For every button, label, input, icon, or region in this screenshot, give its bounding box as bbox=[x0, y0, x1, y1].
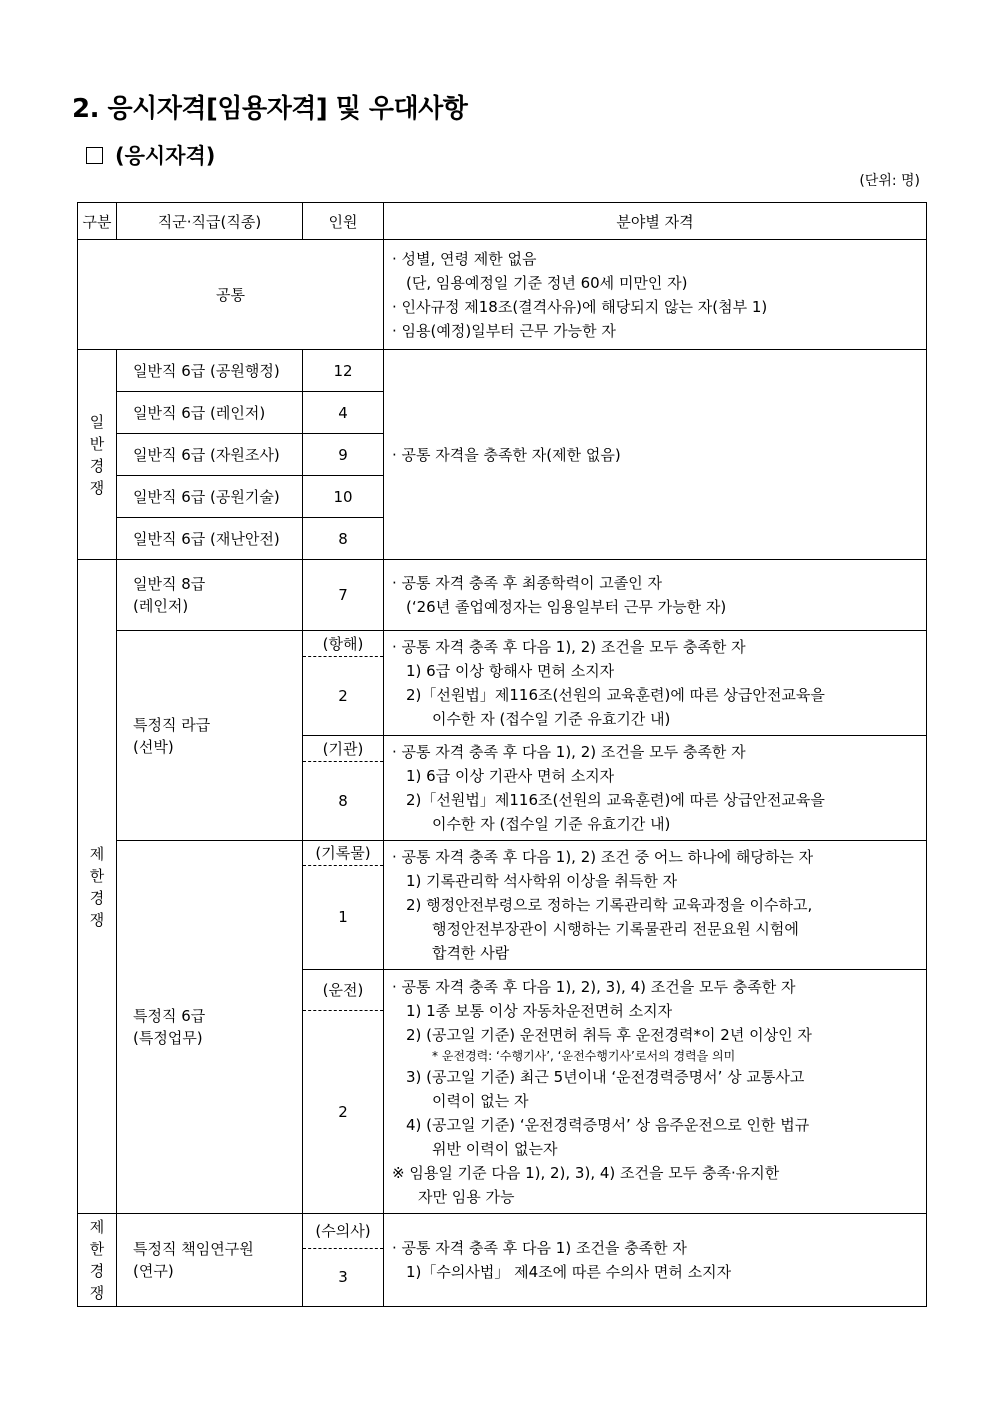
count-cell: 7 bbox=[303, 560, 384, 631]
engine-qualification: · 공통 자격 충족 후 다음 1), 2) 조건을 모두 충족한 자 1) 6급 이상 기관사 면허 소지자 2)「선원법」제116조(선원의 교육훈련)에 따른 상급안전교육을 이수한 자 (접수일 기준 유효기간 내) bbox=[384, 736, 927, 841]
records-qualification: · 공통 자격 충족 후 다음 1), 2) 조건 중 어느 하나에 해당하는 자 1) 기록관리학 석사학위 이상을 취득한 자 2) 행정안전부령으로 정하는 기록관리학 교육과정을 이수하고, 행정안전부장관이 시행하는 기록물관리 전문요원 시험에 합격한 사람 bbox=[384, 841, 927, 970]
count-cell: 8 bbox=[303, 518, 384, 560]
ranger8-qualification: · 공통 자격 충족 후 최종학력이 고졸인 자 (‘26년 졸업예정자는 임용일부터 근무 가능한 자) bbox=[384, 560, 927, 631]
subsection-label: (응시자격) bbox=[115, 144, 216, 168]
position-cell: 일반직 8급 (레인저) bbox=[117, 560, 303, 631]
qual-line: · 인사규정 제18조(결격사유)에 해당되지 않는 자(첨부 1) bbox=[392, 297, 768, 316]
count-cell: (수의사) 3 bbox=[303, 1214, 384, 1307]
count-cell: 12 bbox=[303, 350, 384, 392]
qual-line: · 성별, 연령 제한 없음 bbox=[392, 249, 537, 268]
position-cell: 일반직 6급 (레인저) bbox=[117, 392, 303, 434]
subsection-title bbox=[86, 140, 215, 170]
checkbox-square-icon bbox=[86, 147, 103, 164]
qualification-table bbox=[77, 202, 927, 1307]
count-cell: (운전) 2 bbox=[303, 970, 384, 1214]
count-cell: 9 bbox=[303, 434, 384, 476]
driving-qualification: · 공통 자격 충족 후 다음 1), 2), 3), 4) 조건을 모두 충족한 자 1) 1종 보통 이상 자동차운전면허 소지자 2) (공고일 기준) 운전면허 취득 후 운전경력*이 2년 이상인 자 * 운전경력: ‘수행기사’, ‘운전수행기사’로서의 경력을 의미 3) (공고일 기준) 최근 5년이내 ‘운전경력증명서’ 상 교통사고 이력이 없는 자 4) (공고일 기준) ‘운전경력증명서’ 상 음주운전으로 인한 법규 위반 이력이 없는자 ※ 임용일 기준 다음 1), 2), 3), 4) 조건을 모두 충족·유지한 자만 임용 가능 bbox=[384, 970, 927, 1214]
unit-note: (단위: 명) bbox=[859, 173, 920, 189]
position-cell: 특정직 라급 (선박) bbox=[117, 631, 303, 841]
table-header-row bbox=[78, 203, 927, 240]
header-category: 구분 bbox=[78, 203, 117, 240]
table-row bbox=[78, 631, 927, 736]
general-qualification: · 공통 자격을 충족한 자(제한 없음) bbox=[384, 350, 927, 560]
qual-line: · 임용(예정)일부터 근무 가능한 자 bbox=[392, 321, 616, 340]
header-count: 인원 bbox=[303, 203, 384, 240]
table-row bbox=[78, 240, 927, 350]
position-cell: 일반직 6급 (자원조사) bbox=[117, 434, 303, 476]
count-cell: (항해) 2 bbox=[303, 631, 384, 736]
header-position: 직군·직급(직종) bbox=[117, 203, 303, 240]
common-qualification bbox=[384, 240, 927, 350]
count-cell: (기록물) 1 bbox=[303, 841, 384, 970]
count-cell: 4 bbox=[303, 392, 384, 434]
vet-qualification: · 공통 자격 충족 후 다음 1) 조건을 충족한 자 1)「수의사법」 제4조에 따른 수의사 면허 소지자 bbox=[384, 1214, 927, 1307]
table-row bbox=[78, 350, 927, 392]
position-cell: 특정직 6급 (특정업무) bbox=[117, 841, 303, 1214]
position-cell: 특정직 책임연구원 (연구) bbox=[117, 1214, 303, 1307]
section-title: 2. 응시자격[임용자격] 및 우대사항 bbox=[72, 94, 468, 124]
qual-line: (단, 임용예정일 기준 정년 60세 미만인 자) bbox=[406, 273, 688, 292]
limited-category: 제 한 경 쟁 bbox=[78, 560, 117, 1214]
header-qualification: 분야별 자격 bbox=[384, 203, 927, 240]
position-cell: 일반직 6급 (공원행정) bbox=[117, 350, 303, 392]
table-row bbox=[78, 560, 927, 631]
table-row bbox=[78, 1214, 927, 1307]
count-cell: 10 bbox=[303, 476, 384, 518]
limited2-category: 제 한 경 쟁 bbox=[78, 1214, 117, 1307]
position-cell: 일반직 6급 (재난안전) bbox=[117, 518, 303, 560]
count-cell: (기관) 8 bbox=[303, 736, 384, 841]
table-row bbox=[78, 841, 927, 970]
general-category: 일 반 경 쟁 bbox=[78, 350, 117, 560]
position-cell: 일반직 6급 (공원기술) bbox=[117, 476, 303, 518]
common-label: 공통 bbox=[78, 240, 384, 350]
navigation-qualification: · 공통 자격 충족 후 다음 1), 2) 조건을 모두 충족한 자 1) 6급 이상 항해사 면허 소지자 2)「선원법」제116조(선원의 교육훈련)에 따른 상급안전교육을 이수한 자 (접수일 기준 유효기간 내) bbox=[384, 631, 927, 736]
